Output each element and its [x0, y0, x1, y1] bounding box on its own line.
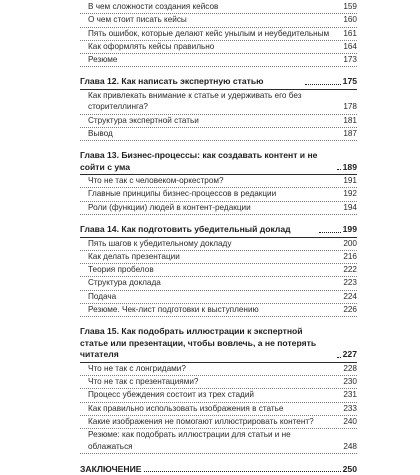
- toc-entry[interactable]: [80, 376, 357, 389]
- chapter-heading[interactable]: [80, 224, 357, 238]
- toc-entry-title: Что не так с презентациями?: [88, 377, 199, 387]
- toc-entry[interactable]: [80, 264, 357, 277]
- toc-entry[interactable]: [80, 429, 357, 454]
- toc-entry-page-number: 194: [343, 202, 357, 212]
- toc-entry[interactable]: [80, 54, 357, 67]
- toc-entry[interactable]: [80, 175, 357, 188]
- toc-entry-page-number: 216: [343, 251, 357, 261]
- dotted-leader: [305, 84, 341, 85]
- chapter-heading[interactable]: [80, 76, 357, 90]
- chapter-heading[interactable]: [80, 150, 357, 175]
- toc-entry[interactable]: [80, 251, 357, 264]
- conclusion-page-number: 250: [342, 463, 357, 474]
- chapter-page-number: 227: [342, 349, 357, 360]
- toc-entry-page-number: 164: [343, 41, 357, 51]
- toc-entry-title: Структура доклада: [88, 278, 161, 288]
- toc-entry[interactable]: [80, 188, 357, 201]
- table-of-contents: [80, 0, 357, 475]
- toc-entry-title: Пять шагов к убедительному докладу: [88, 238, 232, 248]
- toc-entry-title: Теория пробелов: [88, 265, 154, 275]
- toc-entry-page-number: 224: [343, 291, 357, 301]
- toc-entry-page-number: 191: [343, 176, 357, 186]
- dotted-leader: [337, 169, 341, 170]
- toc-entry[interactable]: [80, 128, 357, 141]
- toc-entry[interactable]: [80, 41, 357, 54]
- dotted-leader: [144, 471, 341, 472]
- toc-entry-page-number: 181: [343, 115, 357, 125]
- conclusion-title: ЗАКЛЮЧЕНИЕ: [80, 463, 142, 474]
- dotted-leader: [337, 357, 341, 358]
- toc-entry[interactable]: [80, 304, 357, 317]
- toc-entry-page-number: 178: [343, 102, 357, 112]
- toc-entry-title: Как привлекать внимание к статье и удерживать его без сторителлинга?: [88, 90, 302, 112]
- chapter-heading[interactable]: [80, 326, 357, 363]
- toc-entry-page-number: 240: [343, 417, 357, 427]
- toc-entry-page-number: 159: [343, 2, 357, 11]
- toc-entry-title: Процесс убеждения состоит из трех стадий: [88, 390, 254, 400]
- toc-entry[interactable]: [80, 277, 357, 290]
- toc-entry[interactable]: [80, 14, 357, 27]
- toc-entry[interactable]: [80, 90, 357, 115]
- chapter-title: Глава 13. Бизнес-процессы: как создавать контент и не сойти с ума: [80, 150, 318, 172]
- toc-entry-page-number: 200: [343, 238, 357, 248]
- toc-entry-page-number: 233: [343, 403, 357, 413]
- toc-entry-title: В чем сложности создания кейсов: [88, 2, 219, 11]
- toc-entry-title: Что не так с лонгридами?: [88, 363, 186, 373]
- toc-entry-title: Главные принципы бизнес-процессов в редакции: [88, 189, 277, 199]
- toc-entry[interactable]: [80, 416, 357, 429]
- chapter-page-number: 199: [342, 224, 357, 235]
- toc-entry[interactable]: [80, 115, 357, 128]
- toc-entry-title: О чем стоит писать кейсы: [88, 15, 187, 25]
- toc-entry-title: Вывод: [88, 128, 113, 138]
- toc-entry-page-number: 160: [343, 15, 357, 25]
- chapter-title: Глава 14. Как подготовить убедительный доклад: [80, 224, 291, 235]
- toc-entry-title: Как делать презентации: [88, 251, 180, 261]
- toc-entry-page-number: 187: [343, 128, 357, 138]
- chapter-title: Глава 15. Как подобрать иллюстрации к экспертной статье или презентации, чтобы вовлечь, а не потерять читателя: [80, 326, 317, 360]
- toc-entry[interactable]: [80, 202, 357, 215]
- toc-entry-title: Резюме. Чек-лист подготовки к выступлению: [88, 305, 259, 315]
- toc-entry[interactable]: [80, 291, 357, 304]
- conclusion-heading[interactable]: [80, 464, 357, 475]
- toc-entry-page-number: 231: [343, 390, 357, 400]
- toc-entry-title: Пять ошибок, которые делают кейс унылым и неубедительным: [88, 28, 330, 38]
- toc-entry[interactable]: [80, 403, 357, 416]
- toc-entry-title: Как правильно использовать изображения в статье: [88, 403, 284, 413]
- toc-entry-page-number: 192: [343, 189, 357, 199]
- toc-entry-title: Какие изображения не помогают иллюстрировать контент?: [88, 417, 314, 427]
- toc-entry-title: Что не так с человеком-оркестром?: [88, 176, 224, 186]
- toc-entry-title: Резюме: [88, 55, 118, 65]
- chapter-title: Глава 12. Как написать экспертную статью: [80, 76, 264, 87]
- toc-entry-title: Роли (функции) людей в контент-редакции: [88, 202, 251, 212]
- toc-entry-title: Структура экспертной статьи: [88, 115, 199, 125]
- toc-entry-page-number: 248: [343, 441, 357, 451]
- dotted-leader: [319, 232, 341, 233]
- toc-entry-page-number: 222: [343, 265, 357, 275]
- toc-entry-title: Как оформлять кейсы правильно: [88, 41, 215, 51]
- toc-entry-title: Резюме: как подобрать иллюстрации для статьи и не облажаться: [88, 430, 291, 451]
- toc-entry-page-number: 161: [343, 28, 357, 38]
- toc-entry[interactable]: [80, 238, 357, 251]
- toc-entry-page-number: 223: [343, 278, 357, 288]
- toc-entry-page-number: 230: [343, 377, 357, 387]
- chapter-page-number: 175: [342, 76, 358, 87]
- toc-entry[interactable]: [80, 363, 357, 376]
- toc-entry[interactable]: [80, 389, 357, 402]
- toc-entry-page-number: 173: [343, 55, 357, 65]
- toc-entry-title: Подача: [88, 291, 117, 301]
- toc-entry[interactable]: [80, 0, 357, 14]
- toc-entry[interactable]: [80, 28, 357, 41]
- toc-entry-page-number: 228: [343, 363, 357, 373]
- toc-entry-page-number: 226: [343, 305, 357, 315]
- chapter-page-number: 189: [342, 161, 357, 172]
